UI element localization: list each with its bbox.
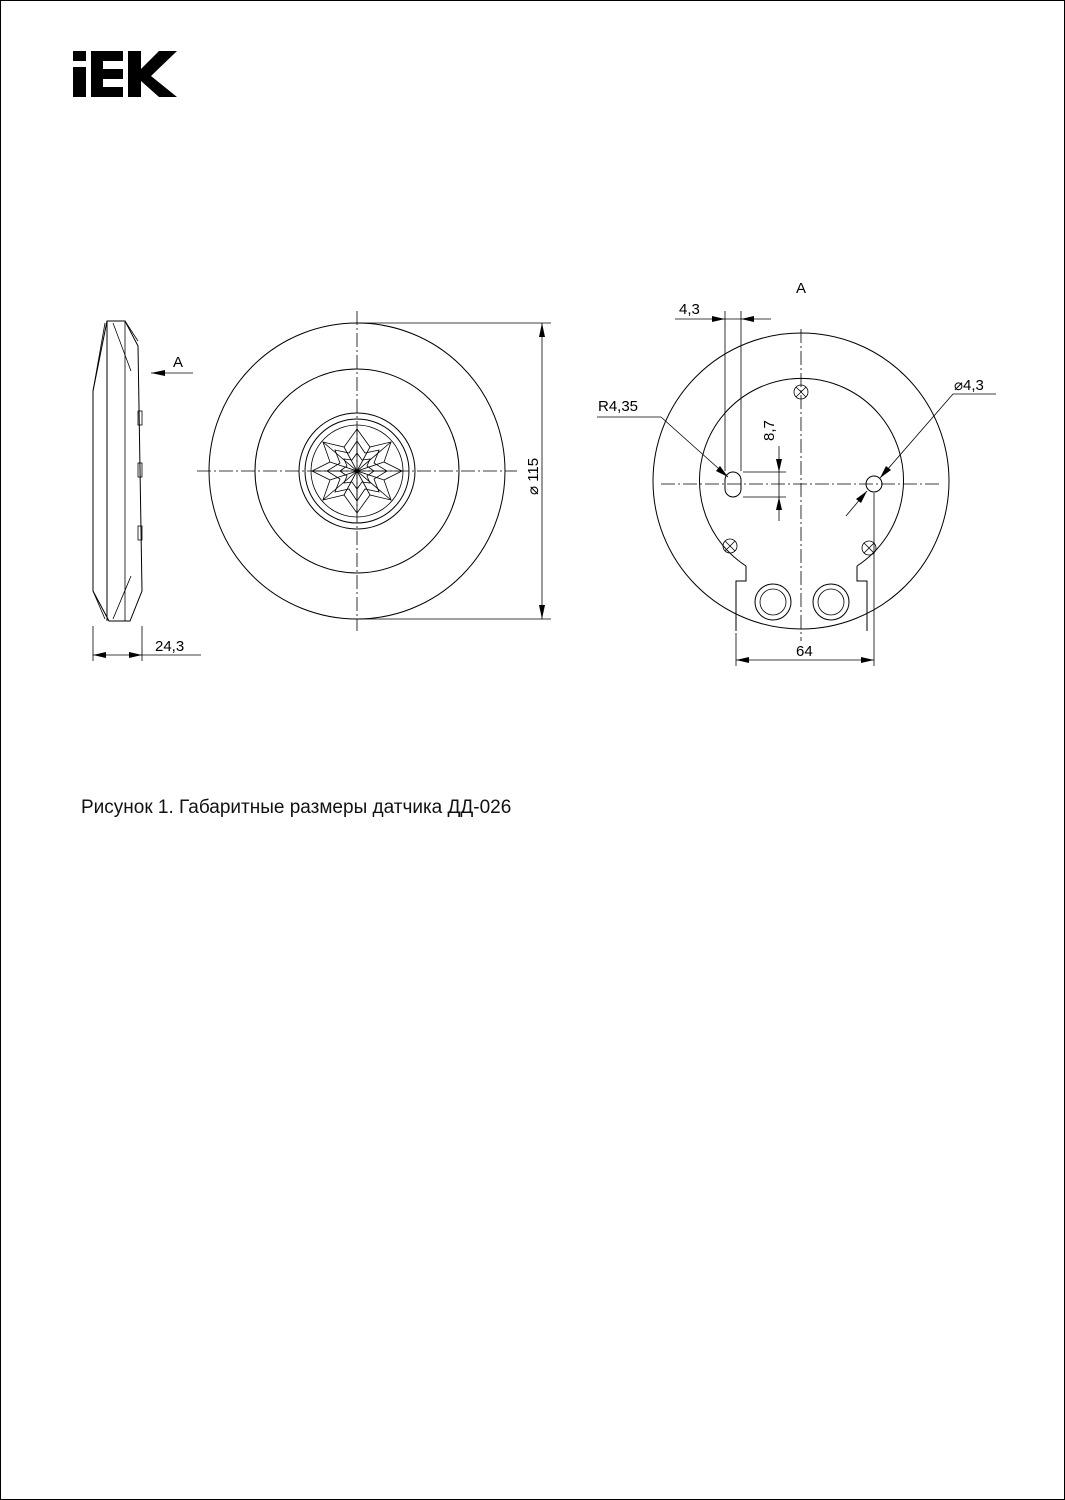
side-view (93, 321, 201, 661)
diameter-dimension: ⌀ 115 (525, 457, 542, 495)
back-view (597, 311, 996, 666)
hole-diameter-dimension: ⌀4,3 (954, 377, 984, 394)
view-marker-left: A (173, 354, 184, 371)
front-view (197, 311, 551, 631)
hole-spacing-dimension: 64 (796, 643, 813, 660)
view-marker-right: A (796, 280, 807, 297)
slot-radius-dimension: R4,35 (598, 398, 639, 415)
technical-drawing (1, 1, 1064, 1499)
figure-caption: Рисунок 1. Габаритные размеры датчика ДД-026 (81, 797, 512, 818)
slot-width-dimension: 4,3 (679, 301, 700, 318)
thickness-dimension: 24,3 (155, 638, 185, 655)
slot-length-dimension: 8,7 (761, 420, 778, 441)
